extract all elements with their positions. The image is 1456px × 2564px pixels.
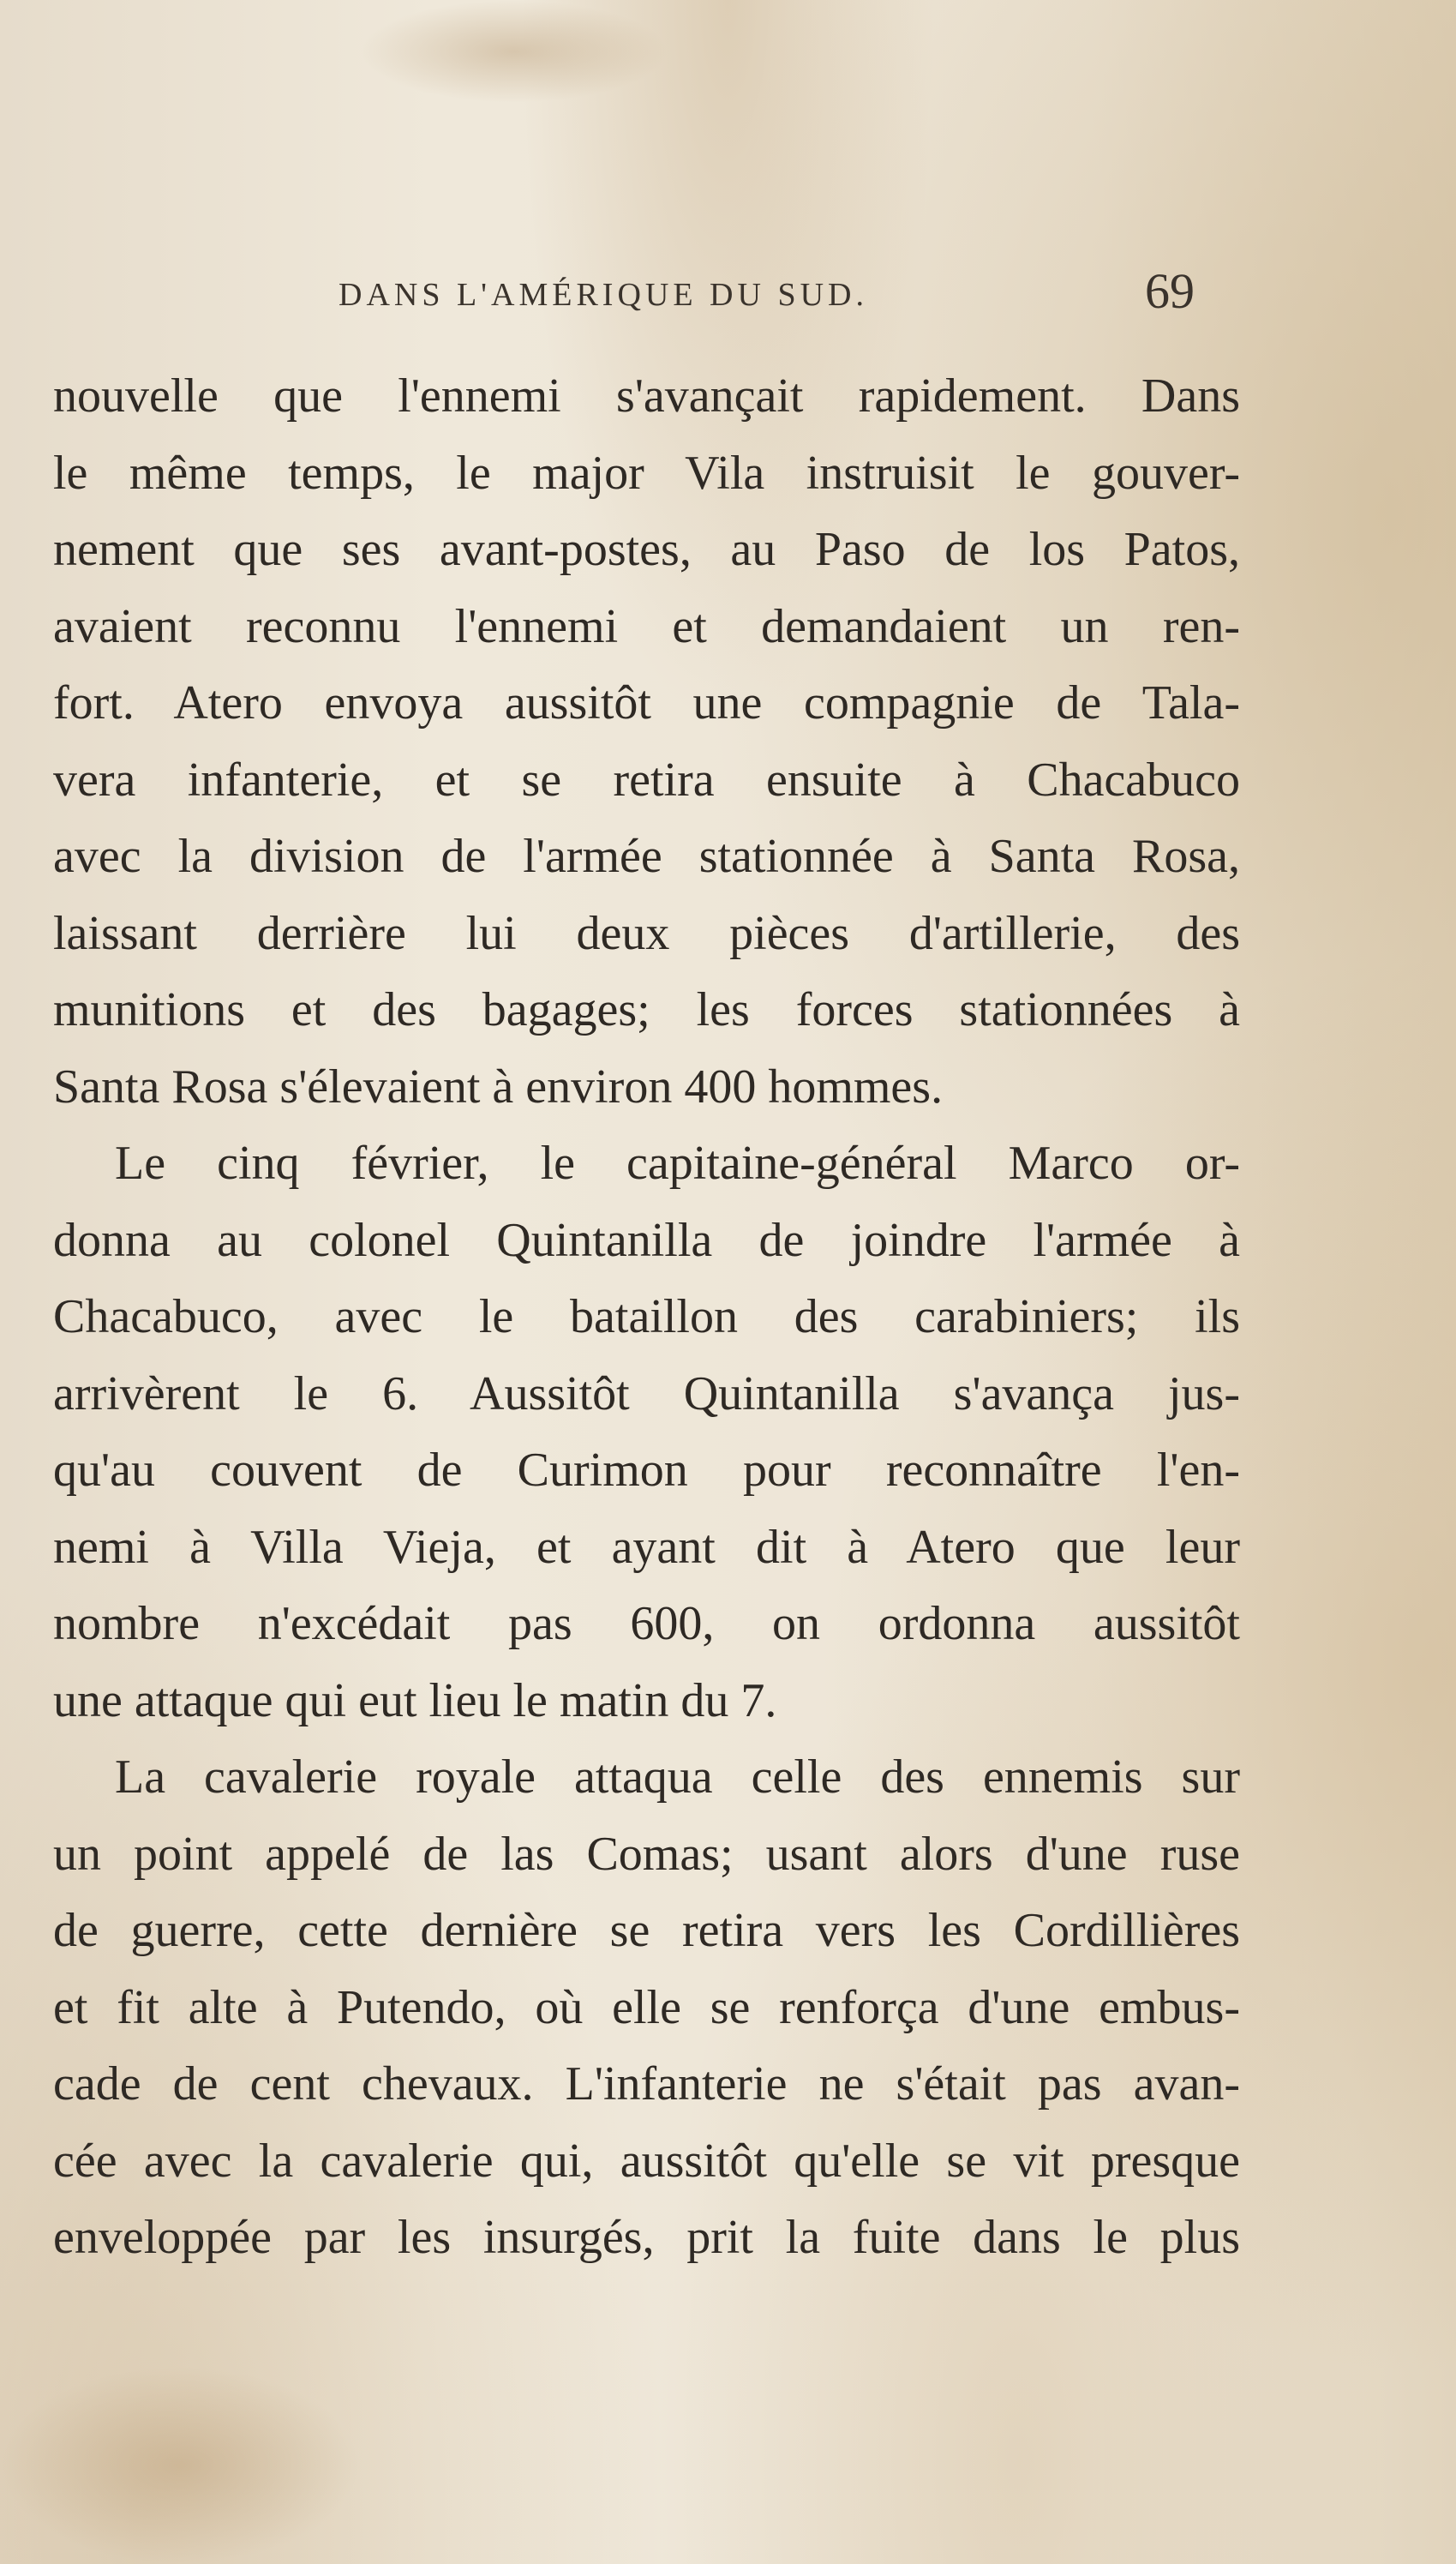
text-line: munitions et des bagages; les forces stationnées à	[53, 983, 1240, 1036]
paragraph-2	[53, 1126, 1240, 1739]
text-line: donna au colonel Quintanilla de joindre l'armée à	[53, 1213, 1240, 1267]
text-line: une attaque qui eut lieu le matin du 7.	[53, 1673, 777, 1727]
text-line: enveloppée par les insurgés, prit la fuite dans le plus	[53, 2211, 1240, 2264]
text-line: Santa Rosa s'élevaient à environ 400 hommes.	[53, 1060, 944, 1114]
text-line: fort. Atero envoya aussitôt une compagnie de Tala-	[53, 676, 1240, 730]
text-line: cade de cent chevaux. L'infanterie ne s'était pas avan-	[53, 2057, 1240, 2111]
text-line: Le cinq février, le capitaine-général Marco or-	[115, 1137, 1240, 1190]
text-line: nemi à Villa Vieja, et ayant dit à Atero que leur	[53, 1520, 1240, 1574]
text-line: La cavalerie royale attaqua celle des ennemis sur	[115, 1750, 1240, 1804]
paragraph-3	[53, 1739, 1240, 2277]
text-line: Chacabuco, avec le bataillon des carabiniers; ils	[53, 1290, 1240, 1343]
text-line: laissant derrière lui deux pièces d'artillerie, des	[53, 906, 1240, 960]
paragraph-1	[53, 358, 1240, 1126]
running-head: DANS L'AMÉRIQUE DU SUD.	[339, 277, 868, 313]
text-line: avec la division de l'armée stationnée à Santa Rosa,	[53, 830, 1240, 883]
text-line: cée avec la cavalerie qui, aussitôt qu'elle se vit presque	[53, 2134, 1240, 2188]
body-text	[53, 358, 1240, 2277]
text-line: arrivèrent le 6. Aussitôt Quintanilla s'avança jus-	[53, 1366, 1240, 1420]
foxing-stain-top	[360, 0, 668, 103]
foxing-stain-bottom-left	[0, 2366, 360, 2564]
text-line: avaient reconnu l'ennemi et demandaient un ren-	[53, 599, 1240, 653]
text-line: de guerre, cette dernière se retira vers les Cordillières	[53, 1904, 1240, 1957]
text-line: qu'au couvent de Curimon pour reconnaître l'en-	[53, 1444, 1240, 1497]
text-line: vera infanterie, et se retira ensuite à Chacabuco	[53, 753, 1240, 807]
text-line: le même temps, le major Vila instruisit le gouver-	[53, 446, 1240, 500]
text-line: et fit alte à Putendo, où elle se renforça d'une embus-	[53, 1980, 1240, 2034]
text-line: un point appelé de las Comas; usant alors d'une ruse	[53, 1827, 1240, 1881]
text-line: nement que ses avant-postes, au Paso de los Patos,	[53, 523, 1240, 576]
page-number: 69	[1145, 263, 1195, 319]
text-line: nouvelle que l'ennemi s'avançait rapidement. Dans	[53, 369, 1240, 423]
text-line: nombre n'excédait pas 600, on ordonna aussitôt	[53, 1597, 1240, 1650]
